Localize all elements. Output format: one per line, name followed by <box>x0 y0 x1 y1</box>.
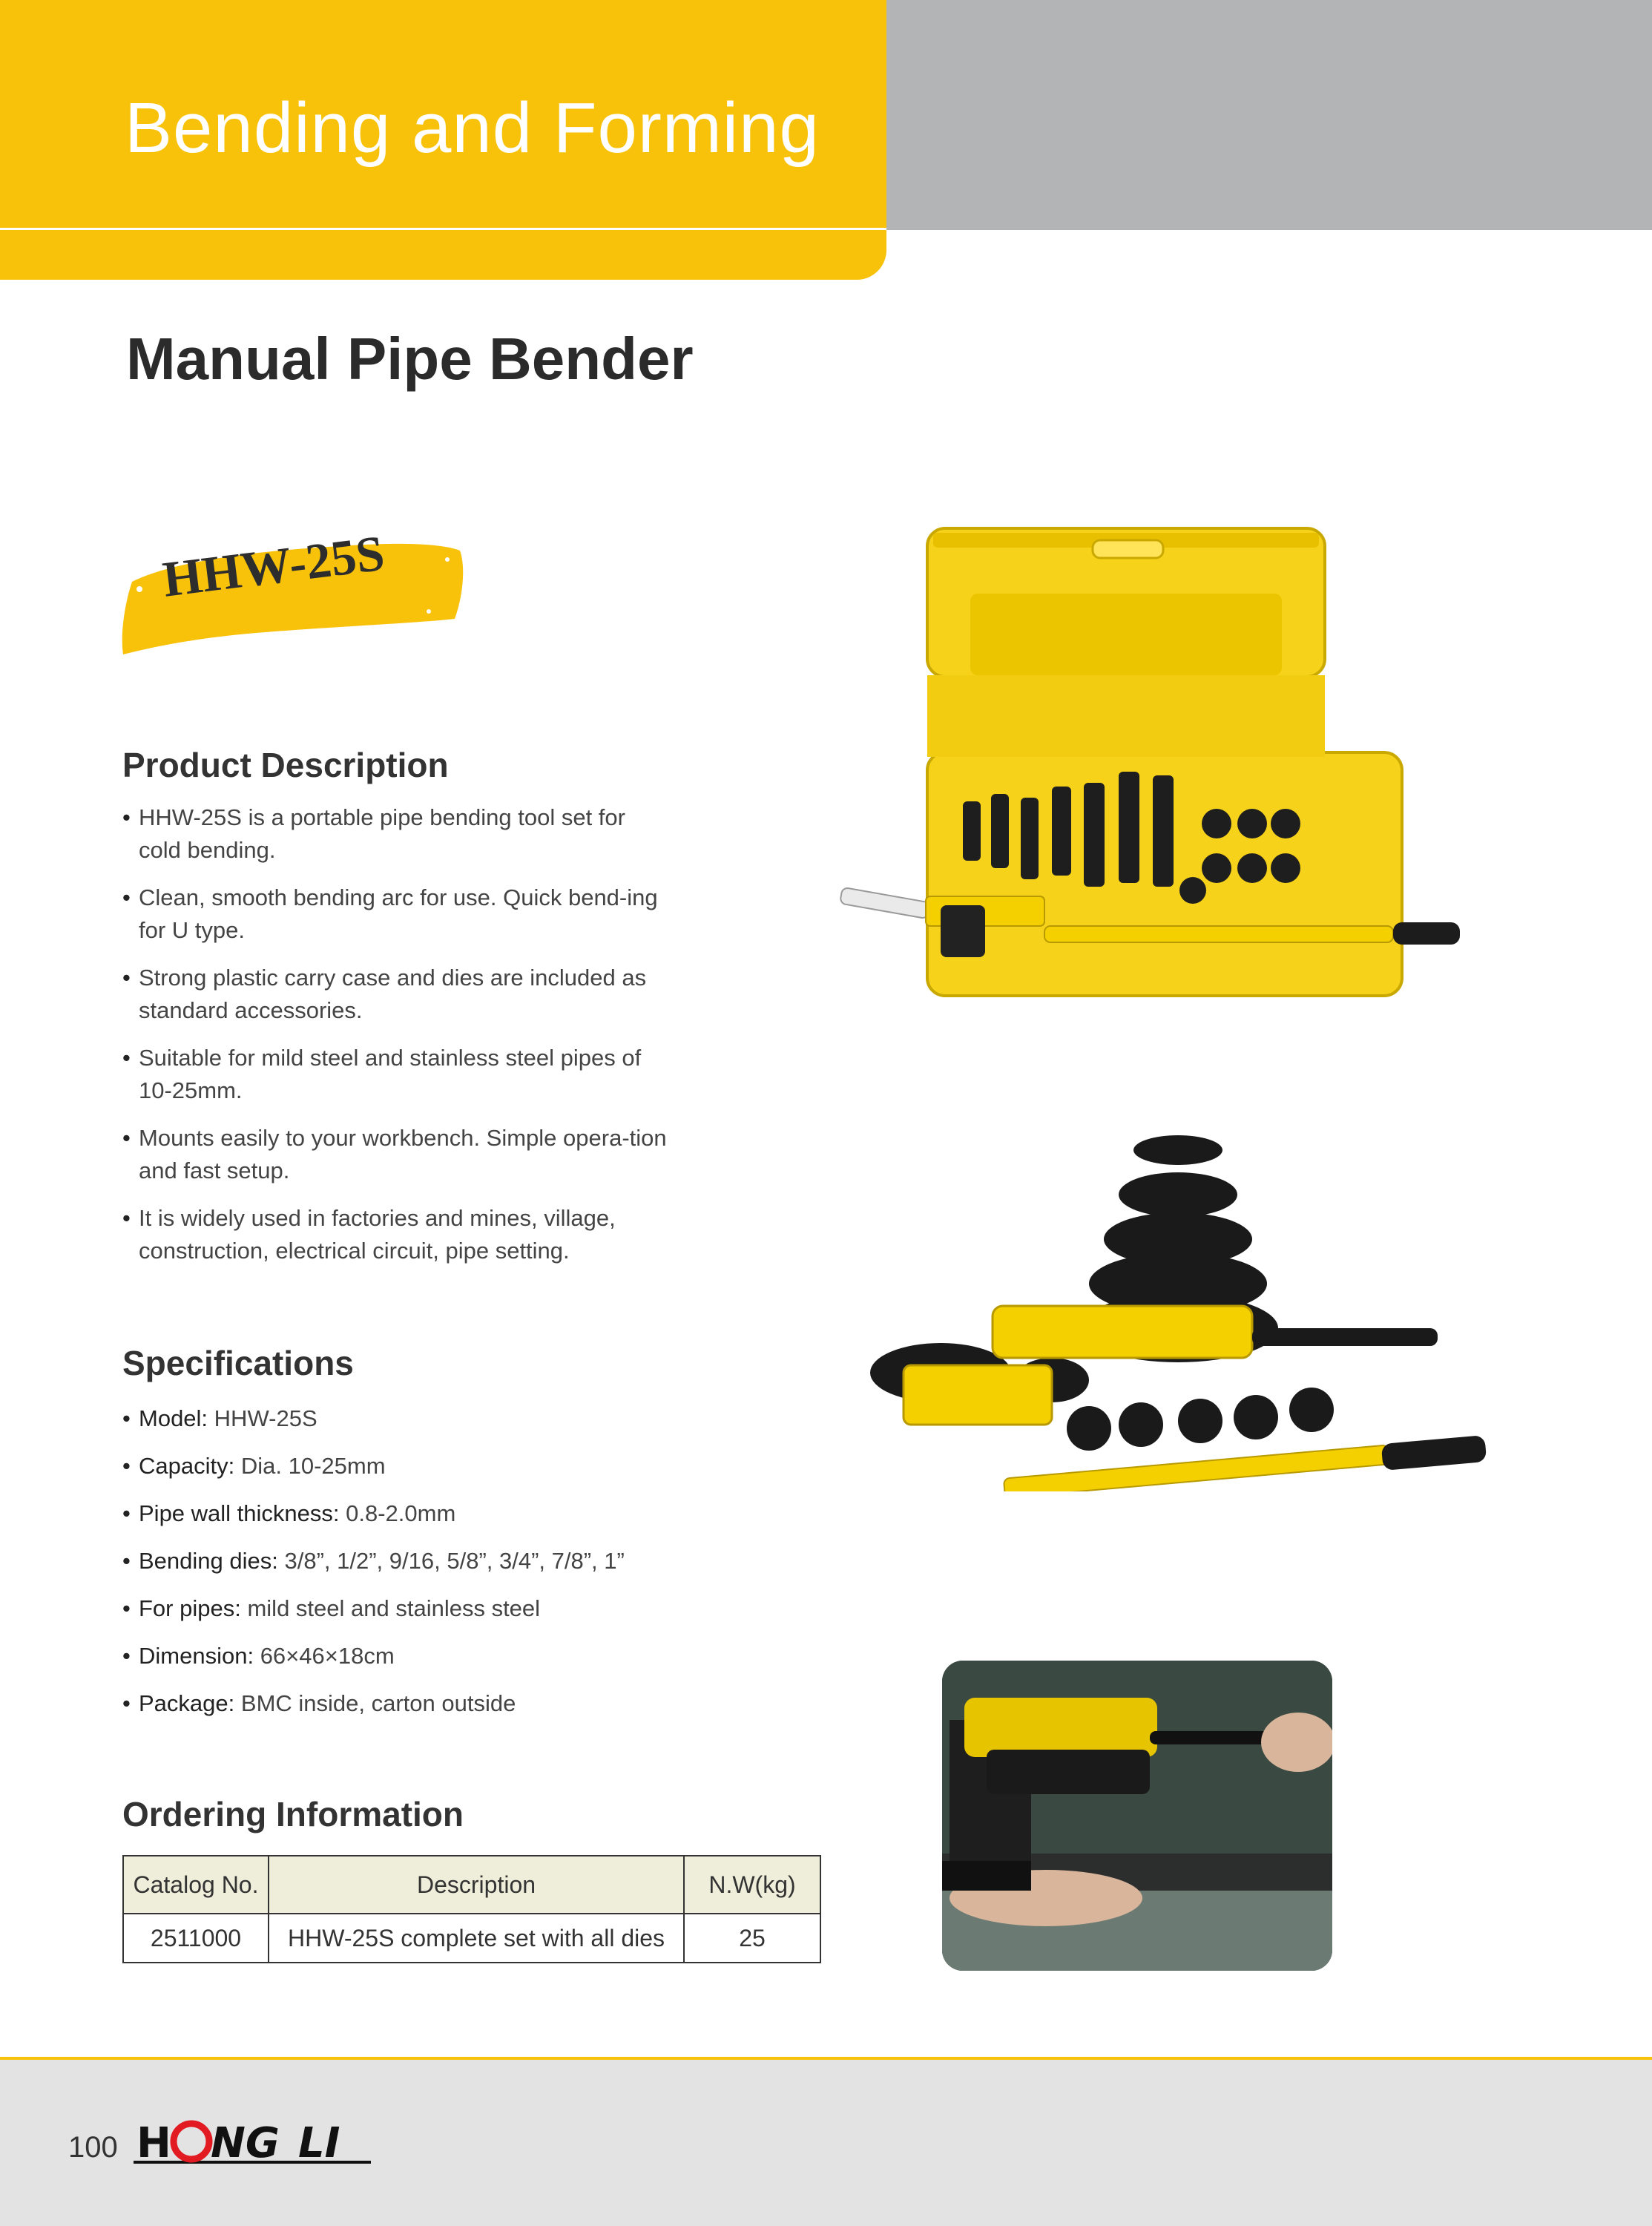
spec-label: Package: <box>139 1690 235 1716</box>
model-badge-text: HHW-25S <box>159 524 388 608</box>
product-case-image <box>829 519 1467 1009</box>
spec-value: mild steel and stainless steel <box>247 1595 541 1621</box>
column-header: N.W(kg) <box>684 1856 820 1914</box>
specifications-list <box>122 1402 671 1735</box>
product-description-list <box>122 801 671 1282</box>
table-cell: HHW-25S complete set with all dies <box>269 1914 684 1963</box>
spec-label: For pipes: <box>139 1595 241 1621</box>
list-item: • Mounts easily to your workbench. Simple opera-tion and fast setup. <box>122 1122 671 1187</box>
column-header: Description <box>269 1856 684 1914</box>
svg-text:NG: NG <box>211 2119 280 2167</box>
header-divider <box>0 228 886 230</box>
page-title: Manual Pipe Bender <box>126 326 694 392</box>
svg-text:H: H <box>136 2119 171 2167</box>
spec-label: Model: <box>139 1405 208 1431</box>
list-item: • HHW-25S is a portable pipe bending tool set for cold bending. <box>122 801 671 867</box>
table-row <box>123 1914 820 1963</box>
spec-value: Dia. 10-25mm <box>240 1453 386 1479</box>
table-header-row <box>123 1856 820 1914</box>
spec-item <box>122 1402 671 1435</box>
specifications-heading: Specifications <box>122 1344 354 1382</box>
header-gray-band <box>886 0 1652 230</box>
spec-label: Pipe wall thickness: <box>139 1500 340 1526</box>
list-item: • Strong plastic carry case and dies are included as standard accessories. <box>122 962 671 1027</box>
table-cell: 25 <box>684 1914 820 1963</box>
in-use-photo-drawing <box>942 1661 1332 1971</box>
spec-value: HHW-25S <box>214 1405 317 1431</box>
list-item: • Clean, smooth bending arc for use. Quick bend-ing for U type. <box>122 881 671 947</box>
ordering-table <box>122 1855 821 1963</box>
list-item: • Suitable for mild steel and stainless steel pipes of 10-25mm. <box>122 1042 671 1107</box>
spec-item <box>122 1497 671 1530</box>
ordering-heading: Ordering Information <box>122 1795 464 1833</box>
table-cell: 2511000 <box>123 1914 269 1963</box>
page-number: 100 <box>68 2131 118 2164</box>
spec-label: Capacity: <box>139 1453 235 1479</box>
spec-item <box>122 1450 671 1483</box>
spec-label: Dimension: <box>139 1643 254 1669</box>
hongli-logo <box>134 2116 371 2168</box>
list-item: • It is widely used in factories and mines, village, construction, electrical circuit, pipe setting. <box>122 1202 671 1267</box>
bender-assembly-image <box>829 1128 1497 1491</box>
section-title: Bending and Forming <box>125 88 820 168</box>
spec-item <box>122 1545 671 1577</box>
spec-item <box>122 1687 671 1720</box>
in-use-photo <box>942 1661 1332 1971</box>
column-header: Catalog No. <box>123 1856 269 1914</box>
spec-item <box>122 1592 671 1625</box>
product-description-heading: Product Description <box>122 746 449 784</box>
spec-value: 3/8”, 1/2”, 9/16, 5/8”, 3/4”, 7/8”, 1” <box>284 1548 625 1574</box>
spec-value: 66×46×18cm <box>260 1643 395 1669</box>
spec-item <box>122 1640 671 1672</box>
spec-label: Bending dies: <box>139 1548 278 1574</box>
spec-value: BMC inside, carton outside <box>240 1690 516 1716</box>
svg-text:LI: LI <box>298 2119 340 2167</box>
spec-value: 0.8-2.0mm <box>346 1500 456 1526</box>
